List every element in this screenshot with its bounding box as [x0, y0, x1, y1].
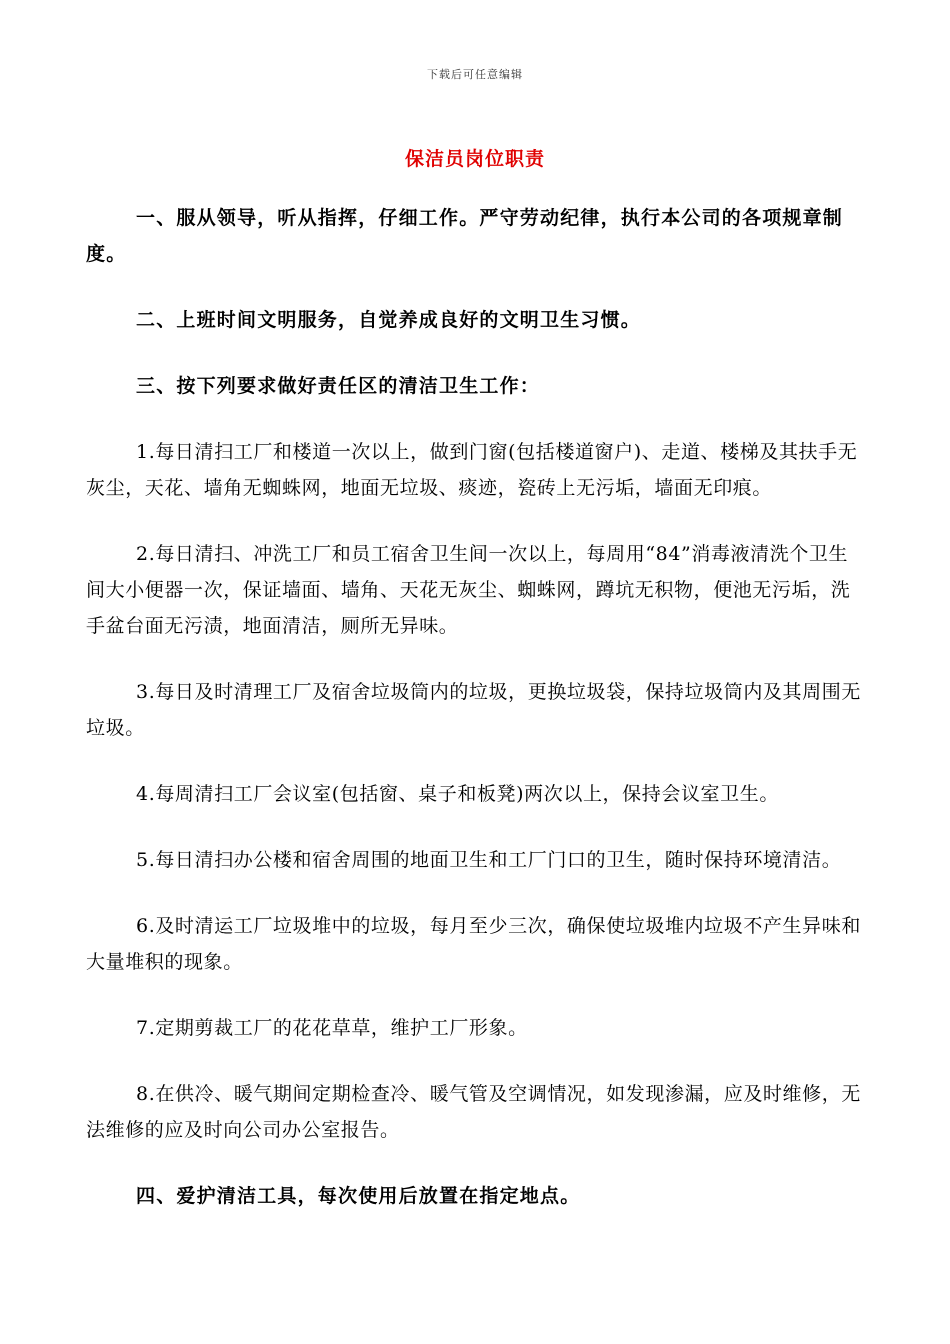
- item-5: 5.每日清扫办公楼和宿舍周围的地面卫生和工厂门口的卫生，随时保持环境清洁。: [136, 849, 842, 871]
- section-3: 三、按下列要求做好责任区的清洁卫生工作：: [136, 375, 541, 397]
- document-title: 保洁员岗位职责: [404, 148, 545, 170]
- document-body: [86, 200, 862, 1214]
- header-note: 下载后可任意编辑: [427, 68, 523, 81]
- item-6: 6.及时清运工厂垃圾堆中的垃圾，每月至少三次，确保使垃圾堆内垃圾不产生异味和大量堆积的现象。: [86, 915, 861, 973]
- item-1: 1.每日清扫工厂和楼道一次以上，做到门窗(包括楼道窗户)、走道、楼梯及其扶手无灰尘，天花、墙角无蜘蛛网，地面无垃圾、痰迹，瓷砖上无污垢，墙面无印痕。: [86, 441, 858, 499]
- item-4: 4.每周清扫工厂会议室(包括窗、桌子和板凳)两次以上，保持会议室卫生。: [136, 783, 779, 805]
- item-8: 8.在供冷、暖气期间定期检查冷、暖气管及空调情况，如发现渗漏，应及时维修，无法维修的应及时向公司办公室报告。: [86, 1083, 861, 1141]
- item-2: 2.每日清扫、冲洗工厂和员工宿舍卫生间一次以上，每周用“84”消毒液清洗个卫生间大小便器一次，保证墙面、墙角、天花无灰尘、蜘蛛网，蹲坑无积物，便池无污垢，洗手盆台面无污渍，地面清洁，厕所无异味。: [86, 543, 851, 637]
- section-4: 四、爱护清洁工具，每次使用后放置在指定地点。: [136, 1185, 581, 1207]
- item-3: 3.每日及时清理工厂及宿舍垃圾筒内的垃圾，更换垃圾袋，保持垃圾筒内及其周围无垃圾。: [86, 681, 861, 739]
- item-7: 7.定期剪裁工厂的花花草草，维护工厂形象。: [136, 1017, 528, 1039]
- section-2: 二、上班时间文明服务，自觉养成良好的文明卫生习惯。: [136, 309, 642, 331]
- section-1: 一、服从领导，听从指挥，仔细工作。严守劳动纪律，执行本公司的各项规章制度。: [86, 207, 844, 265]
